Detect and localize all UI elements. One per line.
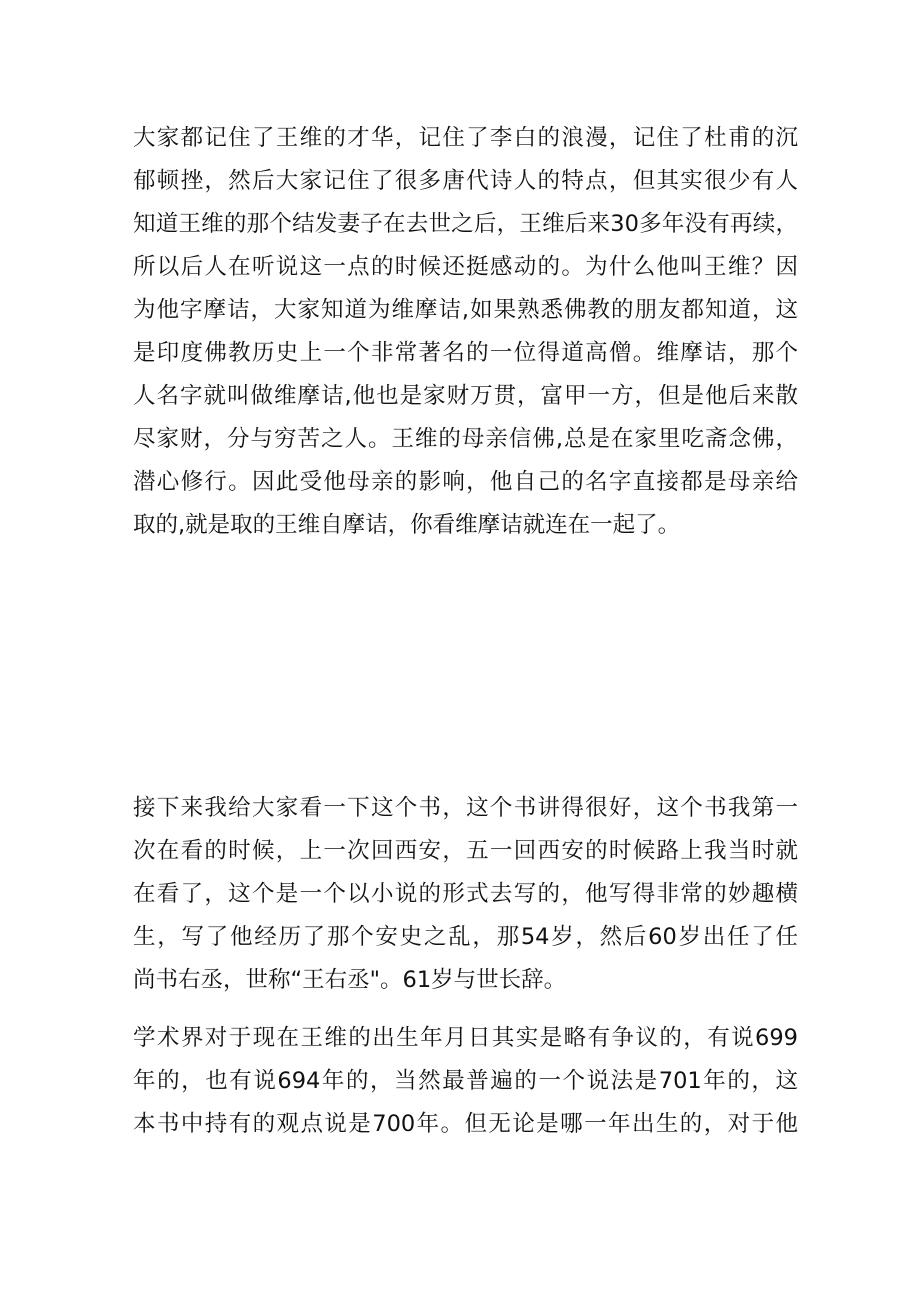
text-line: 为他字摩诘，大家知道为维摩诘,如果熟悉佛教的朋友都知道，这 bbox=[133, 297, 798, 323]
paragraph-wang-wei-biography bbox=[133, 117, 798, 547]
paragraph-birth-year-debate bbox=[133, 1017, 798, 1146]
text-line: 生，写了他经历了那个安史之乱，那54岁，然后60岁出任了任 bbox=[133, 924, 798, 950]
text-line: 是印度佛教历史上一个非常著名的一位得道高僧。维摩诘，那个 bbox=[133, 340, 798, 366]
text-line: 年的，也有说694年的，当然最普遍的一个说法是701年的，这 bbox=[133, 1068, 798, 1094]
text-line: 大家都记住了王维的才华，记住了李白的浪漫，记住了杜甫的沉 bbox=[133, 125, 798, 151]
text-line: 人名字就叫做维摩诘,他也是家财万贯，富甲一方，但是他后来散 bbox=[133, 383, 798, 409]
text-line: 知道王维的那个结发妻子在去世之后，王维后来30多年没有再续， bbox=[133, 211, 798, 237]
text-line: 尽家财，分与穷苦之人。王维的母亲信佛,总是在家里吃斋念佛， bbox=[133, 426, 798, 452]
text-line: 在看了，这个是一个以小说的形式去写的，他写得非常的妙趣横 bbox=[133, 881, 798, 907]
text-line: 学术界对于现在王维的出生年月日其实是略有争议的，有说699 bbox=[133, 1025, 798, 1051]
text-line: 接下来我给大家看一下这个书，这个书讲得很好，这个书我第一 bbox=[133, 795, 798, 821]
text-line: 次在看的时候，上一次回西安，五一回西安的时候路上我当时就 bbox=[133, 838, 798, 864]
text-line: 所以后人在听说这一点的时候还挺感动的。为什么他叫王维？因 bbox=[133, 254, 798, 280]
paragraph-book-introduction bbox=[133, 787, 798, 1002]
text-line: 郁顿挫，然后大家记住了很多唐代诗人的特点，但其实很少有人 bbox=[133, 168, 798, 194]
text-line: 取的,就是取的王维自摩诘，你看维摩诘就连在一起了。 bbox=[133, 512, 681, 538]
text-line: 尚书右丞，世称“王右丞"。61岁与世长辞。 bbox=[133, 967, 567, 993]
text-line: 潜心修行。因此受他母亲的影响，他自己的名字直接都是母亲给 bbox=[133, 469, 798, 495]
text-line: 本书中持有的观点说是700年。但无论是哪一年出生的，对于他 bbox=[133, 1111, 798, 1137]
